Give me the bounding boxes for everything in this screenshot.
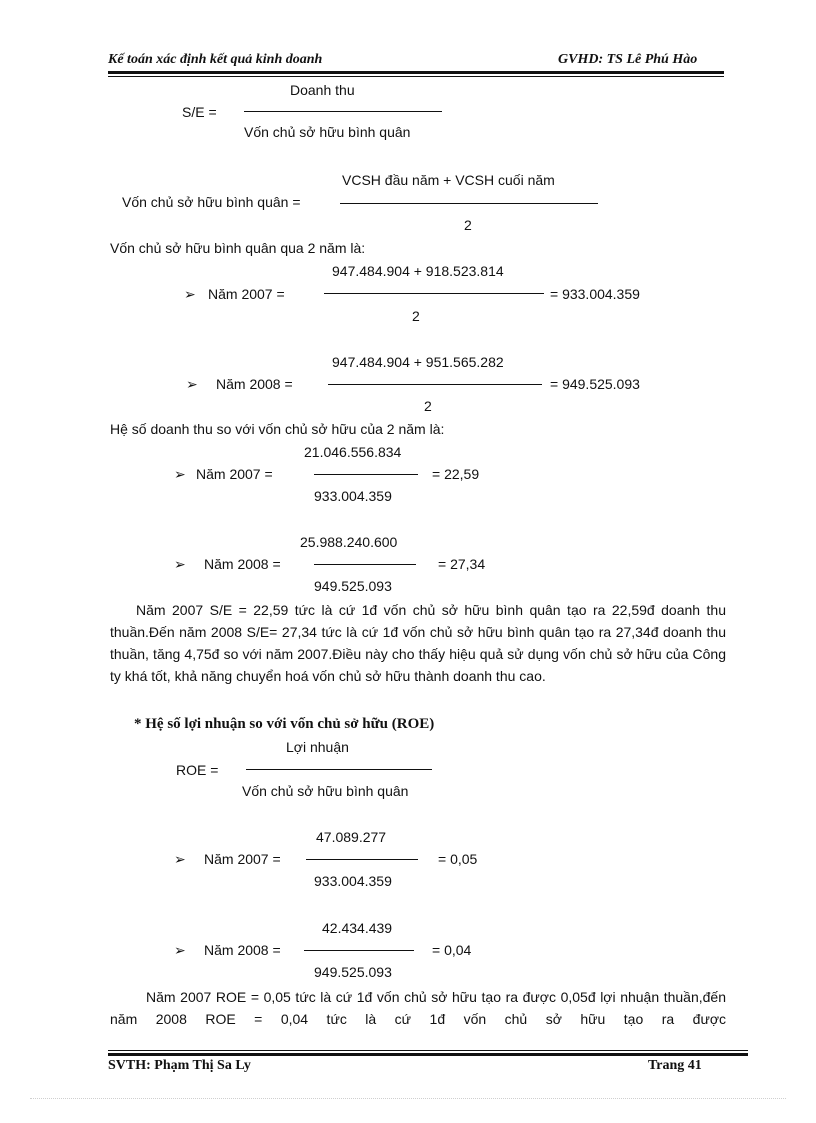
se-2007-fraction-bar (314, 474, 418, 475)
se-formula-label: S/E = (182, 104, 217, 120)
se-2007-denominator: 933.004.359 (314, 488, 392, 504)
se-2008-result: = 27,34 (438, 556, 486, 572)
roe-2007-fraction-bar (306, 859, 418, 860)
avg-2007-numerator: 947.484.904 + 918.523.814 (332, 263, 504, 279)
arrow-bullet-icon: ➢ (186, 376, 198, 392)
avg-formula-numerator: VCSH đầu năm + VCSH cuối năm (342, 172, 555, 188)
arrow-bullet-icon: ➢ (174, 942, 186, 958)
arrow-bullet-icon: ➢ (174, 556, 186, 572)
avg-2008-result: = 949.525.093 (550, 376, 640, 392)
se-2008-label: Năm 2008 = (204, 556, 281, 572)
roe-formula-fraction-bar (246, 769, 432, 770)
avg-2007-label: Năm 2007 = (208, 286, 285, 302)
roe-formula-label: ROE = (176, 762, 219, 778)
avg-2008-fraction-bar (328, 384, 542, 385)
se-2007-numerator: 21.046.556.834 (304, 444, 402, 460)
roe-2008-numerator: 42.434.439 (322, 920, 393, 936)
avg-2008-label: Năm 2008 = (216, 376, 293, 392)
roe-formula-numerator: Lợi nhuận (286, 739, 349, 755)
se-formula-denominator: Vốn chủ sở hữu bình quân (244, 124, 411, 140)
se-2007-result: = 22,59 (432, 466, 480, 482)
footer-rule-thin (108, 1050, 748, 1051)
arrow-bullet-icon: ➢ (174, 851, 186, 867)
arrow-bullet-icon: ➢ (174, 466, 186, 482)
header-rule-thin (108, 76, 724, 77)
roe-2007-result: = 0,05 (438, 851, 478, 867)
avg-2007-fraction-bar (324, 293, 544, 294)
roe-2007-label: Năm 2007 = (204, 851, 281, 867)
footer-student-name: SVTH: Phạm Thị Sa Ly (108, 1058, 251, 1073)
roe-2008-label: Năm 2008 = (204, 942, 281, 958)
page-bottom-border (30, 1098, 786, 1099)
se-formula-fraction-bar (244, 111, 442, 112)
se-formula-numerator: Doanh thu (290, 82, 355, 98)
avg-2008-denominator: 2 (424, 398, 432, 414)
header-right-advisor: GVHD: TS Lê Phú Hào (558, 52, 698, 67)
se-2007-label: Năm 2007 = (196, 466, 273, 482)
roe-2007-denominator: 933.004.359 (314, 873, 392, 889)
se-intro-text: Hệ số doanh thu so với vốn chủ sở hữu của 2 năm là: (110, 421, 445, 437)
se-analysis-paragraph: Năm 2007 S/E = 22,59 tức là cứ 1đ vốn chủ sở hữu bình quân tạo ra 22,59đ doanh thu thuần.Đến năm 2008 S/E= 27,34 tức là cứ 1đ vốn chủ sở hữu bình quân tạo ra 27,34đ doanh thu thuần, tăng 4,75đ so với năm 2007.Điều này cho thấy hiệu quả sử dụng vốn chủ sở hữu của Công ty khá tốt, khả năng chuyển hoá vốn chủ sở hữu thành doanh thu cao. (110, 602, 726, 684)
se-2008-denominator: 949.525.093 (314, 578, 392, 594)
avg-2008-numerator: 947.484.904 + 951.565.282 (332, 354, 504, 370)
avg-intro-text: Vốn chủ sở hữu bình quân qua 2 năm là: (110, 240, 366, 256)
avg-formula-fraction-bar (340, 203, 598, 204)
se-2008-fraction-bar (314, 564, 416, 565)
avg-formula-label: Vốn chủ sở hữu bình quân = (122, 194, 301, 210)
se-2008-numerator: 25.988.240.600 (300, 534, 398, 550)
avg-formula-denominator: 2 (464, 217, 472, 233)
roe-2008-denominator: 949.525.093 (314, 964, 392, 980)
header-left-title: Kế toán xác định kết quả kinh doanh (108, 52, 323, 67)
roe-2008-fraction-bar (304, 950, 414, 951)
roe-analysis-paragraph: Năm 2007 ROE = 0,05 tức là cứ 1đ vốn chủ sở hữu tạo ra được 0,05đ lợi nhuận thuần,đến năm 2008 ROE = 0,04 tức là cứ 1đ vốn chủ sở hữu tạo ra được (110, 989, 726, 1027)
arrow-bullet-icon: ➢ (184, 286, 196, 302)
roe-2008-result: = 0,04 (432, 942, 472, 958)
roe-2007-numerator: 47.089.277 (316, 829, 387, 845)
avg-2007-denominator: 2 (412, 308, 420, 324)
roe-formula-denominator: Vốn chủ sở hữu bình quân (242, 783, 409, 799)
avg-2007-result: = 933.004.359 (550, 286, 640, 302)
header-rule-thick (108, 71, 724, 74)
footer-rule-thick (108, 1053, 748, 1056)
footer-page-number: Trang 41 (648, 1058, 702, 1073)
roe-section-heading: * Hệ số lợi nhuận so với vốn chủ sở hữu (ROE) (134, 716, 435, 732)
